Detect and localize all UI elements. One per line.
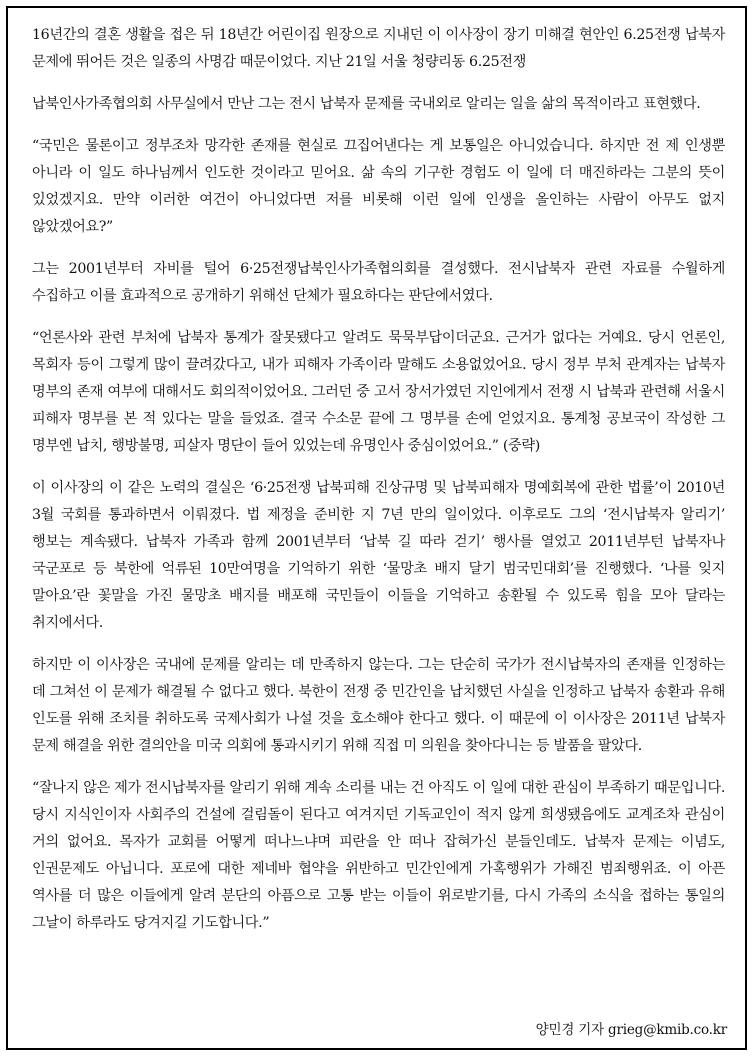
paragraph-5: 하지만 이 이사장은 국내에 문제를 알리는 데 만족하지 않는다. 그는 단순히 국가가 전시납북자의 존재를 인정하는 데 그쳐선 이 문제가 해결될 수 없다고 했다. 북한이 전쟁 중 민간인을 납치했던 사실을 인정하고 납북자 송환과 유해 인도를 위해 조치를 취하도록 국제사회가 나설 것을 호소해야 한다고 했다. 이 때문에 이 이사장은 2011년 납북자 문제 해결을 위한 결의안을 미국 의회에 통과시키기 위해 직접 미 의원을 찾아다니는 등 발품을 팔았다. bbox=[32, 657, 725, 754]
quote-paragraph-3: “잘나지 않은 제가 전시납북자를 알리기 위해 계속 소리를 내는 건 아직도 이 일에 대한 관심이 부족하기 때문입니다. 당시 지식인이자 사회주의 건설에 걸림돌이 된다고 여겨지던 기독교인이 적지 않게 희생됐음에도 교계조차 관심이 거의 없어요. 목자가 교회를 어떻게 떠나느냐며 피란을 안 떠나 잡혀가신 분들인데도. 납북자 문제는 이념도, 인권문제도 아닙니다. 포로에 대한 제네바 협약을 위반하고 민간인에게 가혹행위가 가해진 범죄행위죠. 이 아픈 역사를 더 많은 이들에게 알려 분단의 아픔으로 고통 받는 이들이 위로받기를, 다시 가족의 소식을 접하는 통일의 그날이 하루라도 당겨지길 기도합니다.” bbox=[32, 780, 725, 931]
quote-paragraph-2: “언론사와 관련 부처에 납북자 통계가 잘못됐다고 알려도 묵묵부답이더군요. 근거가 없다는 거예요. 당시 언론인, 목회자 등이 그렇게 많이 끌려갔다고, 내가 피해자 가족이라 말해도 소용없었어요. 당시 정부 부처 관계자는 납북자 명부의 존재 여부에 대해서도 회의적이었어요. 그러던 중 고서 장서가였던 지인에게서 전쟁 시 납북과 관련해 서울시 피해자 명부를 본 적 있다는 말을 들었죠. 결국 수소문 끝에 그 명부를 손에 얻었지요. 통계청 공보국이 작성한 그 명부엔 납치, 행방불명, 피살자 명단이 들어 있었는데 유명인사 중심이었어요.” (중략) bbox=[32, 330, 725, 454]
paragraph-4: 이 이사장의 이 같은 노력의 결실은 ‘6·25전쟁 납북피해 진상규명 및 납북피해자 명예회복에 관한 법률’이 2010년 3월 국회를 통과하면서 이뤄졌다. 법 제정을 준비한 지 7년 만의 일이었다. 이후로도 그의 ‘전시납북자 알리기’ 행보는 계속됐다. 납북자 가족과 함께 2001년부터 ‘납북 길 따라 걷기’ 행사를 열었고 2011년부턴 납북자나 국군포로 등 북한에 억류된 10만여명을 기억하기 위한 ‘물망초 배지 달기 범국민대회’를 진행했다. ‘나를 잊지 말아요’란 꽃말을 가진 물망초 배지를 배포해 국민들이 이들을 기억하고 송환될 수 있도록 힘을 모아 달라는 취지에서다. bbox=[32, 480, 725, 631]
byline: 양민경 기자 grieg@kmib.co.kr bbox=[535, 1022, 727, 1038]
paragraph-3: 그는 2001년부터 자비를 털어 6·25전쟁납북인사가족협의회를 결성했다. 전시납북자 관련 자료를 수월하게 수집하고 이를 효과적으로 공개하기 위해선 단체가 필요하다는 판단에서였다. bbox=[32, 261, 725, 304]
paragraph-2: 납북인사가족협의회 사무실에서 만난 그는 전시 납북자 문제를 국내외로 알리는 일을 삶의 목적이라고 표현했다. bbox=[32, 96, 701, 112]
article-frame bbox=[6, 6, 747, 1050]
paragraph-1: 16년간의 결혼 생활을 접은 뒤 18년간 어린이집 원장으로 지내던 이 이사장이 장기 미해결 현안인 6.25전쟁 납북자 문제에 뛰어든 것은 일종의 사명감 때문이었다. 지난 21일 서울 청량리동 6.25전쟁 bbox=[32, 27, 725, 70]
quote-paragraph-1: “국민은 물론이고 정부조차 망각한 존재를 현실로 끄집어낸다는 게 보통일은 아니었습니다. 하지만 전 제 인생뿐 아니라 이 일도 하나님께서 인도한 것이라고 믿어요. 삶 속의 기구한 경험도 이 일에 더 매진하라는 그분의 뜻이 있었겠지요. 만약 이러한 여건이 아니었다면 저를 비롯해 이런 일에 인생을 올인하는 사람이 아무도 없지 않았겠어요?” bbox=[32, 138, 725, 235]
